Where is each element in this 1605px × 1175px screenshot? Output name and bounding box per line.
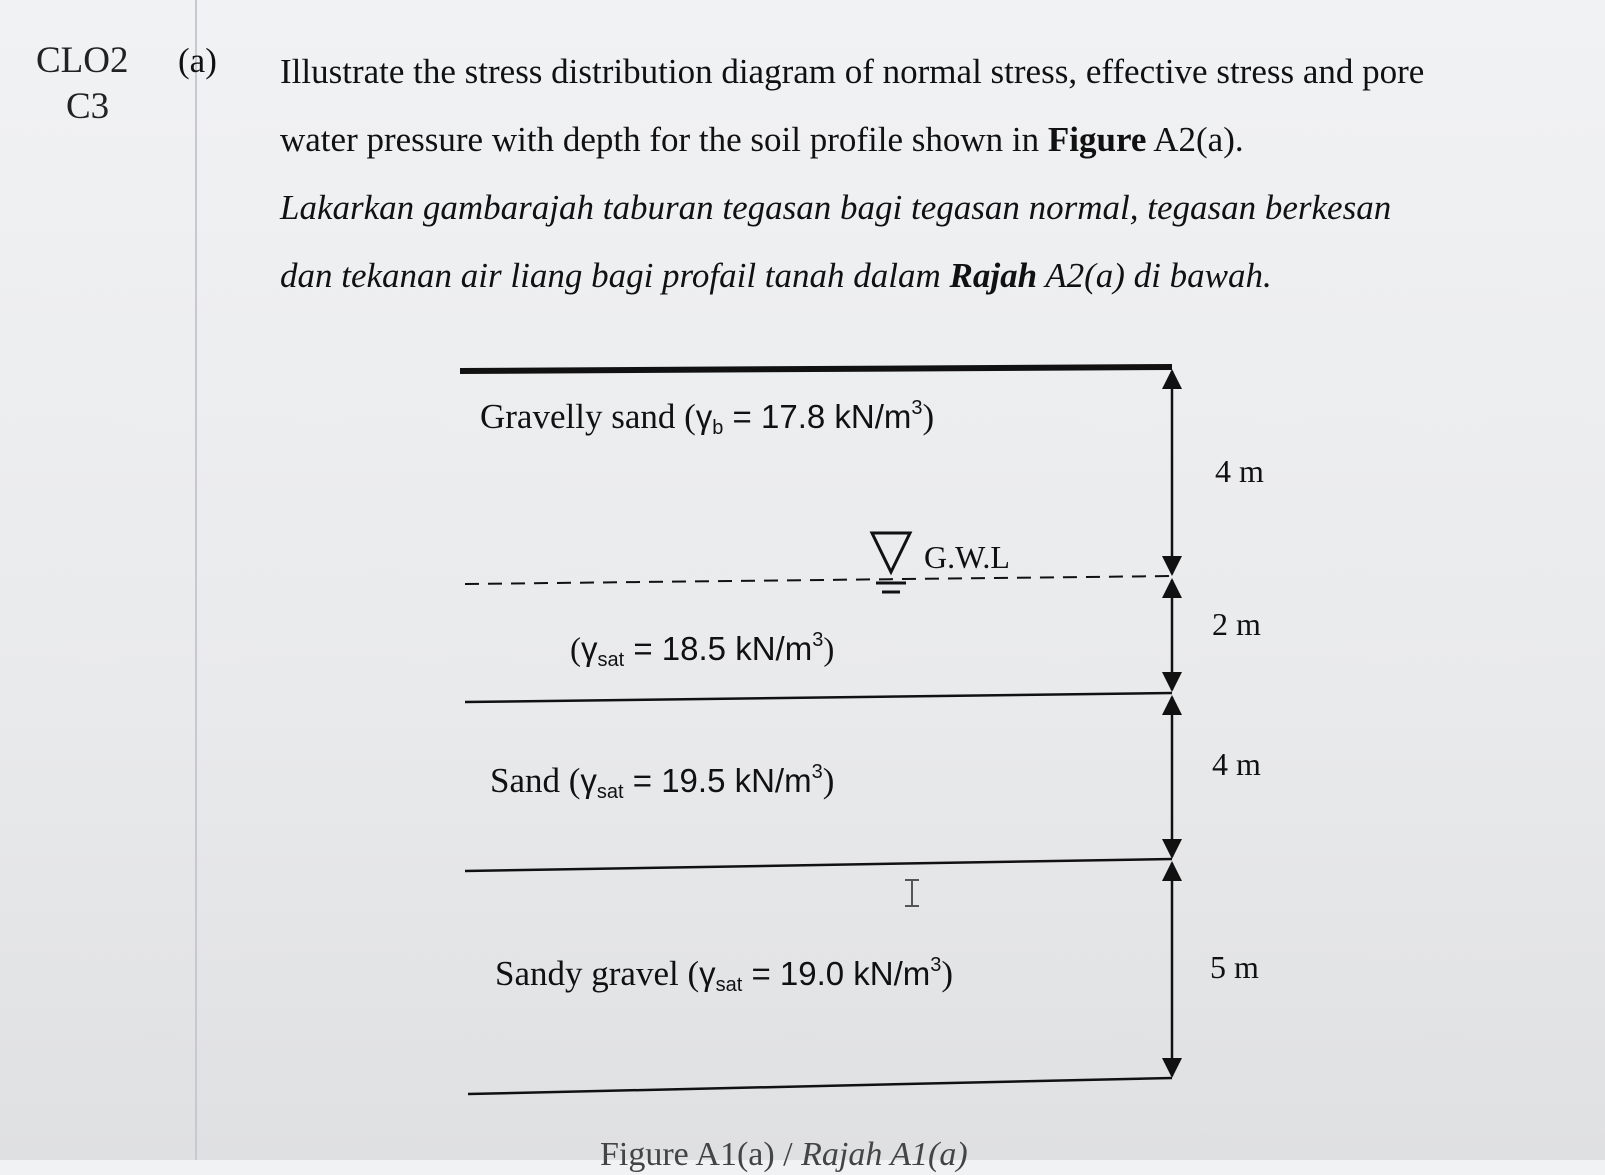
figure-id: A2(a). — [1153, 120, 1244, 159]
layer-4-gamma: γ — [699, 955, 716, 992]
figure-caption — [600, 1135, 968, 1175]
rajah-id: A2(a) — [1045, 256, 1125, 295]
figure-caption-ms: Rajah A1(a) — [801, 1136, 968, 1173]
layer-3-gamma: γ — [580, 762, 597, 799]
question-ms-line2-end: di bawah. — [1124, 256, 1272, 295]
layer-3-name: Sand ( — [490, 761, 581, 800]
clo-label: CLO2 — [36, 40, 129, 81]
thickness-label-3: 4 m — [1212, 746, 1261, 782]
layer-label-saturated-gravelly-sand — [570, 629, 834, 671]
layer-label-gravelly-sand — [480, 397, 934, 439]
layer-2-gamma: γ — [581, 630, 598, 667]
layer-1-close: ) — [922, 397, 935, 436]
layer-1-value: = 17.8 kN/m — [723, 398, 912, 435]
layer-3-gamma-sub: sat — [596, 781, 624, 803]
layer-2-gamma-sub: sat — [597, 649, 625, 671]
layer-3-sup: 3 — [811, 761, 823, 783]
thickness-label-1: 4 m — [1215, 453, 1264, 489]
layer-4-name: Sandy gravel ( — [495, 954, 700, 993]
thickness-label-4: 5 m — [1210, 949, 1259, 985]
water-table-line — [465, 576, 1172, 584]
water-table-icon — [872, 533, 910, 592]
gwl-label: G.W.L — [924, 539, 1010, 575]
layer-1-gamma: γ — [695, 398, 713, 435]
text-cursor-icon — [905, 880, 919, 906]
layer-boundary-1 — [465, 693, 1172, 702]
layer-2-close: ) — [823, 632, 835, 668]
layer-4-value: = 19.0 kN/m — [742, 955, 931, 992]
question-en-line1: Illustrate the stress distribution diagram of normal stress, effective stress and pore — [280, 52, 1425, 91]
layer-4-sup: 3 — [930, 954, 942, 976]
layer-2-sup: 3 — [812, 629, 824, 651]
layer-2-name: ( — [570, 632, 581, 668]
question-part-label: (a) — [178, 41, 217, 80]
layer-3-value: = 19.5 kN/m — [623, 762, 812, 799]
layer-4-gamma-sub: sat — [715, 974, 743, 996]
figure-caption-en: Figure A1(a) / — [600, 1136, 802, 1173]
layer-1-name: Gravelly sand ( — [480, 397, 696, 436]
rajah-reference: Rajah — [949, 256, 1038, 295]
ground-surface-line — [460, 367, 1172, 371]
question-ms-line1: Lakarkan gambarajah taburan tegasan bagi tegasan normal, tegasan berkesan — [280, 188, 1392, 227]
figure-reference: Figure — [1047, 120, 1147, 159]
layer-label-sand — [490, 761, 834, 803]
layer-1-sup: 3 — [911, 397, 923, 419]
layer-boundary-2 — [465, 859, 1172, 871]
layer-1-gamma-sub: b — [712, 417, 724, 439]
thickness-label-2: 2 m — [1212, 606, 1261, 642]
question-en-line2-text: water pressure with depth for the soil profile shown in — [280, 120, 1048, 159]
layer-boundary-3 — [468, 1078, 1172, 1094]
layer-4-close: ) — [941, 954, 954, 993]
layer-2-value: = 18.5 kN/m — [624, 630, 813, 667]
layer-3-close: ) — [822, 761, 835, 800]
question-ms-line2-text: dan tekanan air liang bagi profail tanah dalam — [280, 256, 950, 295]
layer-label-sandy-gravel — [495, 954, 953, 996]
taxonomy-level: C3 — [66, 86, 110, 127]
